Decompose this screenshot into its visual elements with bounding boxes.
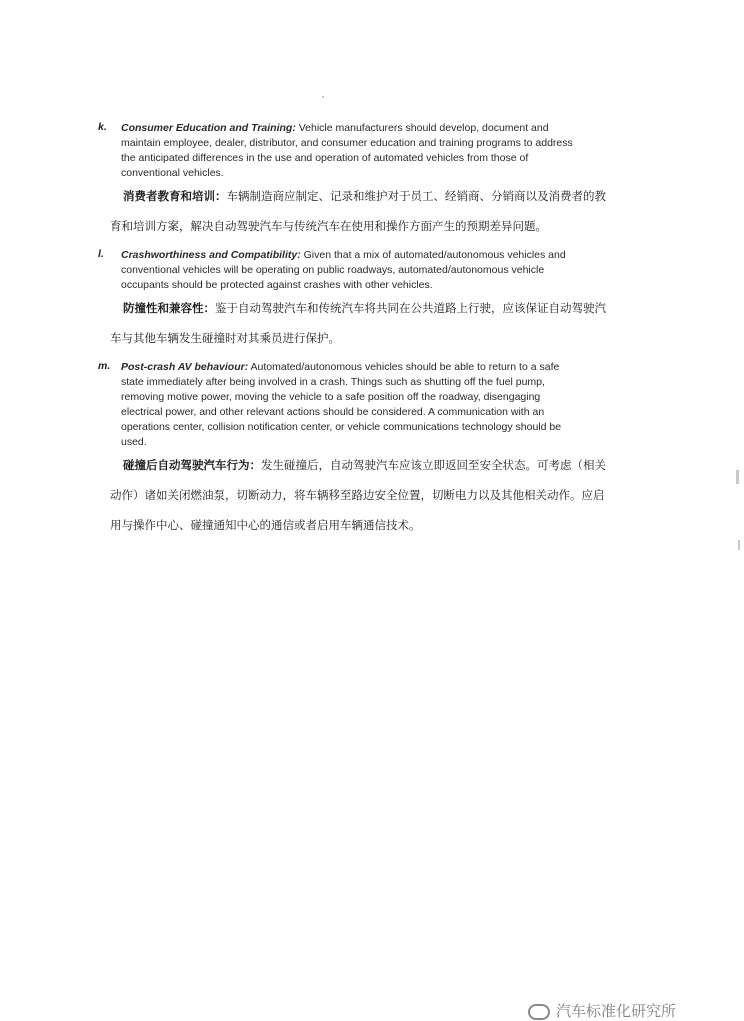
english-paragraph [121, 360, 658, 450]
scan-artifact [736, 470, 739, 484]
chinese-line: 育和培训方案，解决自动驾驶汽车与传统汽车在使用和操作方面产生的预期差异问题。 [110, 219, 547, 233]
chinese-heading: 防撞性和兼容性： [123, 301, 215, 315]
scan-artifact [738, 540, 740, 550]
paragraph-line: Automated/autonomous vehicles should be able to return to a safe [248, 361, 560, 373]
item-marker: m. [98, 360, 111, 372]
scan-artifact [322, 96, 324, 98]
watermark [528, 1000, 676, 1021]
watermark-text: 汽车标准化研究所 [556, 1002, 677, 1020]
paragraph-line: Given that a mix of automated/autonomous vehicles and [300, 249, 566, 261]
chinese-heading: 碰撞后自动驾驶汽车行为： [123, 458, 261, 472]
chinese-paragraph [98, 450, 658, 540]
paragraph-line: maintain employee, dealer, distributor, and consumer education and training programs to address [121, 137, 573, 149]
chinese-line: 动作）诸如关闭燃油泵，切断动力，将车辆移至路边安全位置，切断电力以及其他相关动作。应启 [110, 488, 605, 502]
paragraph-line: operations center, collision notification center, or vehicle communications technology should be [121, 421, 562, 433]
section-post-crash-behaviour [98, 360, 658, 540]
item-marker: l. [98, 248, 104, 260]
paragraph-line: removing motive power, moving the vehicle to a safe position off the roadway, disengaging [121, 391, 541, 403]
chinese-line: 发生碰撞后，自动驾驶汽车应该立即返回至安全状态。可考虑（相关 [261, 458, 606, 472]
paragraph-line: conventional vehicles will be operating on public roadways, automated/autonomous vehicle [121, 264, 545, 276]
chinese-line: 车辆制造商应制定、记录和维护对于员工、经销商、分销商以及消费者的教 [226, 189, 606, 203]
section-consumer-education [98, 121, 658, 241]
english-paragraph [121, 248, 658, 293]
chinese-line: 车与其他车辆发生碰撞时对其乘员进行保护。 [110, 331, 340, 345]
paragraph-line: Vehicle manufacturers should develop, document and [295, 122, 549, 134]
chinese-heading: 消费者教育和培训： [123, 189, 227, 203]
item-marker: k. [98, 121, 107, 133]
paragraph-line: electrical power, and other relevant actions should be considered. A communication with an [121, 406, 545, 418]
item-heading: Crashworthiness and Compatibility: [121, 249, 301, 261]
chinese-line: 用与操作中心、碰撞通知中心的通信或者启用车辆通信技术。 [110, 518, 421, 532]
paragraph-line: the anticipated differences in the use and operation of automated vehicles from those of [121, 152, 529, 164]
chinese-paragraph [98, 181, 658, 241]
item-heading: Post-crash AV behaviour: [121, 361, 249, 373]
paragraph-line: state immediately after being involved in a crash. Things such as shutting off the fuel pump, [121, 376, 545, 388]
section-crashworthiness [98, 248, 658, 353]
wechat-logo-icon [528, 1004, 550, 1020]
item-heading: Consumer Education and Training: [121, 122, 296, 134]
paragraph-line: used. [121, 436, 147, 448]
chinese-line: 鉴于自动驾驶汽车和传统汽车将共同在公共道路上行驶，应该保证自动驾驶汽 [215, 301, 606, 315]
paragraph-line: conventional vehicles. [121, 167, 224, 179]
chinese-paragraph [98, 293, 658, 353]
english-paragraph [121, 121, 658, 181]
paragraph-line: occupants should be protected against crashes with other vehicles. [121, 279, 433, 291]
